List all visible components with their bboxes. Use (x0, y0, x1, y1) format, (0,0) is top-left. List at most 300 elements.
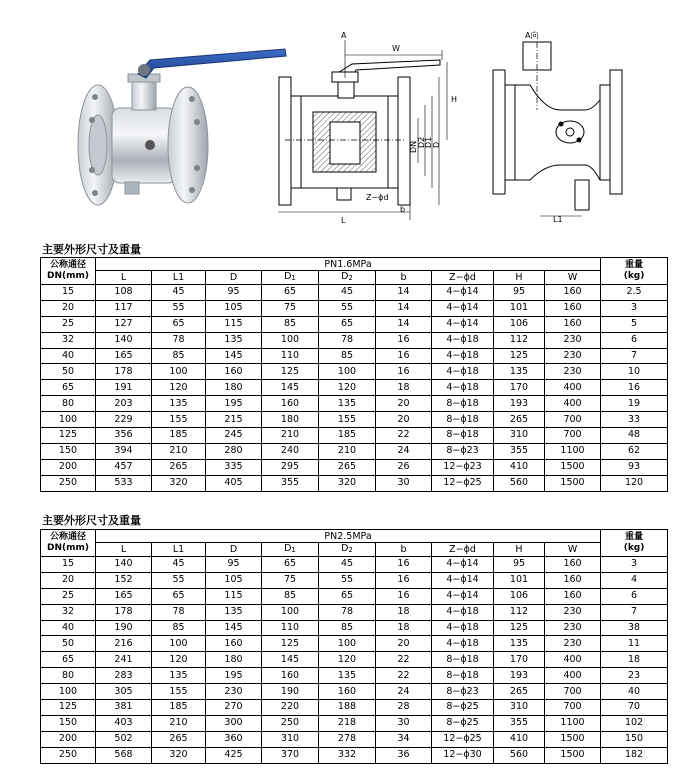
table-cell: 332 (319, 747, 376, 763)
table-cell: 216 (96, 636, 152, 652)
table-cell: 48 (601, 428, 668, 444)
table1-title: 主要外形尺寸及重量 (42, 243, 141, 256)
table-cell: 135 (319, 396, 376, 412)
table-cell: 12−ϕ30 (432, 747, 494, 763)
table-cell: 160 (206, 364, 262, 380)
table-cell: 110 (262, 348, 319, 364)
dn-header: 公称通径 DN(mm) (41, 258, 96, 285)
table-cell: 160 (545, 285, 601, 301)
label-b: b (400, 205, 406, 214)
table-cell: 160 (545, 557, 601, 573)
table-cell: 120 (319, 652, 376, 668)
table-row (41, 652, 668, 668)
table-cell: 250 (262, 715, 319, 731)
table-cell: 155 (319, 412, 376, 428)
column-header: L (96, 543, 152, 557)
table-cell: 5 (601, 316, 668, 332)
column-header: W (545, 271, 601, 285)
table-cell: 185 (152, 700, 206, 716)
table-cell: 95 (494, 557, 545, 573)
table-cell: 180 (206, 380, 262, 396)
table-cell: 32 (41, 332, 96, 348)
table-cell: 533 (96, 475, 152, 491)
table-cell: 155 (152, 412, 206, 428)
table-cell: 241 (96, 652, 152, 668)
table-cell: 355 (494, 715, 545, 731)
table-cell: 188 (319, 700, 376, 716)
column-header: b (376, 271, 432, 285)
table-cell: 283 (96, 668, 152, 684)
table-cell: 125 (262, 636, 319, 652)
table-cell: 40 (41, 348, 96, 364)
table-cell: 12−ϕ23 (432, 459, 494, 475)
table-cell: 25 (41, 316, 96, 332)
table-row (41, 557, 668, 573)
table-cell: 265 (494, 684, 545, 700)
label-l1: L1 (553, 215, 563, 224)
table-cell: 270 (206, 700, 262, 716)
table-row (41, 316, 668, 332)
table-cell: 101 (494, 300, 545, 316)
table-cell: 1500 (545, 731, 601, 747)
table-row (41, 300, 668, 316)
table-cell: 160 (545, 572, 601, 588)
table-cell: 230 (545, 364, 601, 380)
table-cell: 78 (319, 604, 376, 620)
table-cell: 300 (206, 715, 262, 731)
section-drawing (278, 40, 447, 220)
table-cell: 160 (545, 316, 601, 332)
valve-photo (78, 49, 286, 205)
table-cell: 165 (96, 588, 152, 604)
table-cell: 278 (319, 731, 376, 747)
table-cell: 150 (41, 443, 96, 459)
table-cell: 80 (41, 396, 96, 412)
table-cell: 220 (262, 700, 319, 716)
table-cell: 8−ϕ25 (432, 700, 494, 716)
table-cell: 355 (494, 443, 545, 459)
table-cell: 100 (41, 412, 96, 428)
table-cell: 1100 (545, 443, 601, 459)
table-cell: 152 (96, 572, 152, 588)
table-cell: 145 (262, 380, 319, 396)
spec-table-pn25 (40, 529, 668, 764)
label-d: D (432, 141, 441, 148)
table-cell: 25 (41, 588, 96, 604)
table-cell: 7 (601, 348, 668, 364)
column-header: b (376, 543, 432, 557)
table-cell: 265 (152, 459, 206, 475)
table-cell: 6 (601, 332, 668, 348)
table-cell: 16 (376, 348, 432, 364)
table-cell: 100 (262, 604, 319, 620)
table-row (41, 604, 668, 620)
table-row (41, 668, 668, 684)
table-cell: 11 (601, 636, 668, 652)
table-cell: 135 (206, 332, 262, 348)
table-cell: 16 (601, 380, 668, 396)
table-cell: 185 (152, 428, 206, 444)
table-cell: 203 (96, 396, 152, 412)
table-cell: 24 (376, 443, 432, 459)
table-cell: 12−ϕ25 (432, 731, 494, 747)
table-cell: 310 (262, 731, 319, 747)
table-cell: 78 (152, 332, 206, 348)
table-cell: 18 (601, 652, 668, 668)
table-cell: 100 (319, 364, 376, 380)
table-cell: 65 (152, 316, 206, 332)
table-cell: 1500 (545, 475, 601, 491)
table-cell: 8−ϕ23 (432, 443, 494, 459)
table-cell: 140 (96, 557, 152, 573)
table-cell: 18 (376, 604, 432, 620)
table-cell: 106 (494, 588, 545, 604)
table-cell: 22 (376, 652, 432, 668)
weight-header: 重量 (kg) (601, 530, 668, 557)
table-cell: 140 (96, 332, 152, 348)
table-cell: 117 (96, 300, 152, 316)
table-cell: 4−ϕ14 (432, 557, 494, 573)
table-cell: 245 (206, 428, 262, 444)
table-cell: 568 (96, 747, 152, 763)
table-cell: 190 (96, 620, 152, 636)
table-cell: 135 (494, 636, 545, 652)
label-h: H (451, 95, 458, 104)
table-cell: 215 (206, 412, 262, 428)
label-l: L (341, 216, 346, 225)
column-header: L1 (152, 271, 206, 285)
table-cell: 700 (545, 684, 601, 700)
table-cell: 410 (494, 459, 545, 475)
table-cell: 135 (206, 604, 262, 620)
table-cell: 8−ϕ18 (432, 652, 494, 668)
table-cell: 405 (206, 475, 262, 491)
table-cell: 700 (545, 412, 601, 428)
table-cell: 160 (206, 636, 262, 652)
pressure-header: PN1.6MPa (96, 258, 601, 271)
table-cell: 70 (601, 700, 668, 716)
table-cell: 170 (494, 380, 545, 396)
table-cell: 1100 (545, 715, 601, 731)
table-cell: 120 (601, 475, 668, 491)
table-cell: 115 (206, 316, 262, 332)
table-cell: 78 (319, 332, 376, 348)
table-cell: 560 (494, 475, 545, 491)
table-cell: 160 (545, 300, 601, 316)
table-cell: 30 (376, 715, 432, 731)
table-row (41, 475, 668, 491)
table-row (41, 348, 668, 364)
label-a: A (341, 31, 347, 40)
table-cell: 135 (319, 668, 376, 684)
table-cell: 15 (41, 557, 96, 573)
table-cell: 4−ϕ18 (432, 636, 494, 652)
table-row (41, 412, 668, 428)
table-cell: 65 (319, 588, 376, 604)
table-cell: 170 (494, 652, 545, 668)
table-cell: 14 (376, 300, 432, 316)
table-cell: 150 (41, 715, 96, 731)
table-row (41, 636, 668, 652)
table-cell: 410 (494, 731, 545, 747)
table-cell: 182 (601, 747, 668, 763)
column-header: $D_2$ (319, 271, 376, 285)
label-d1: D1 (424, 136, 433, 148)
table-cell: 75 (262, 572, 319, 588)
table-cell: 18 (376, 620, 432, 636)
table-cell: 19 (601, 396, 668, 412)
table-cell: 125 (262, 364, 319, 380)
table-cell: 135 (494, 364, 545, 380)
table-cell: 210 (152, 443, 206, 459)
table-cell: 80 (41, 668, 96, 684)
table-cell: 40 (41, 620, 96, 636)
table-cell: 115 (206, 588, 262, 604)
table-cell: 4−ϕ14 (432, 588, 494, 604)
table-cell: 65 (262, 285, 319, 301)
table-cell: 3 (601, 300, 668, 316)
table-cell: 120 (152, 652, 206, 668)
table-cell: 145 (206, 620, 262, 636)
table-cell: 150 (601, 731, 668, 747)
table-cell: 62 (601, 443, 668, 459)
column-header: Z−ϕd (432, 543, 494, 557)
table-cell: 65 (262, 557, 319, 573)
table-cell: 14 (376, 285, 432, 301)
table-cell: 3 (601, 557, 668, 573)
table-cell: 78 (152, 604, 206, 620)
column-header: H (494, 271, 545, 285)
table-cell: 320 (152, 475, 206, 491)
table-cell: 45 (152, 285, 206, 301)
table-cell: 105 (206, 572, 262, 588)
table-cell: 218 (319, 715, 376, 731)
table-cell: 55 (152, 572, 206, 588)
column-header: $D_1$ (262, 271, 319, 285)
table-cell: 65 (152, 588, 206, 604)
table-cell: 425 (206, 747, 262, 763)
table-cell: 230 (545, 636, 601, 652)
table-cell: 1500 (545, 747, 601, 763)
table-cell: 125 (494, 348, 545, 364)
table-cell: 15 (41, 285, 96, 301)
table-cell: 23 (601, 668, 668, 684)
table-cell: 20 (376, 412, 432, 428)
table-cell: 127 (96, 316, 152, 332)
table-cell: 4−ϕ14 (432, 300, 494, 316)
table-cell: 4 (601, 572, 668, 588)
table-cell: 100 (262, 332, 319, 348)
label-d2: D2 (417, 136, 426, 148)
table-row (41, 332, 668, 348)
table-cell: 160 (545, 588, 601, 604)
table-cell: 20 (376, 636, 432, 652)
table-cell: 320 (319, 475, 376, 491)
table-cell: 95 (494, 285, 545, 301)
table-cell: 108 (96, 285, 152, 301)
table-cell: 85 (152, 348, 206, 364)
table-cell: 55 (319, 300, 376, 316)
table-cell: 457 (96, 459, 152, 475)
table-cell: 105 (206, 300, 262, 316)
table-cell: 45 (319, 285, 376, 301)
table-cell: 50 (41, 636, 96, 652)
table-cell: 1500 (545, 459, 601, 475)
table-cell: 102 (601, 715, 668, 731)
table-cell: 210 (319, 443, 376, 459)
table-cell: 100 (319, 636, 376, 652)
table-cell: 310 (494, 428, 545, 444)
table-cell: 20 (41, 572, 96, 588)
table-row (41, 684, 668, 700)
table-cell: 145 (262, 652, 319, 668)
table-cell: 110 (262, 620, 319, 636)
label-a-view: A向 (525, 31, 539, 40)
table-cell: 22 (376, 668, 432, 684)
table-cell: 195 (206, 668, 262, 684)
table-cell: 250 (41, 475, 96, 491)
table-cell: 200 (41, 459, 96, 475)
table-row (41, 700, 668, 716)
table-cell: 95 (206, 557, 262, 573)
table-cell: 8−ϕ18 (432, 428, 494, 444)
table-cell: 193 (494, 668, 545, 684)
table-cell: 14 (376, 316, 432, 332)
column-header: L (96, 271, 152, 285)
label-w: W (392, 44, 400, 53)
dn-header: 公称通径 DN(mm) (41, 530, 96, 557)
column-header: $D_2$ (319, 543, 376, 557)
table-cell: 135 (152, 668, 206, 684)
table-cell: 10 (601, 364, 668, 380)
table-cell: 40 (601, 684, 668, 700)
table-cell: 38 (601, 620, 668, 636)
table-cell: 4−ϕ18 (432, 364, 494, 380)
table-cell: 2.5 (601, 285, 668, 301)
table-cell: 230 (545, 348, 601, 364)
table-row (41, 443, 668, 459)
table-cell: 160 (262, 396, 319, 412)
table-cell: 100 (41, 684, 96, 700)
table-cell: 250 (41, 747, 96, 763)
table-cell: 230 (545, 604, 601, 620)
table-cell: 8−ϕ18 (432, 396, 494, 412)
table-row (41, 380, 668, 396)
table-cell: 55 (152, 300, 206, 316)
table-cell: 16 (376, 332, 432, 348)
side-view-drawing (493, 42, 622, 216)
table-cell: 120 (319, 380, 376, 396)
table-cell: 106 (494, 316, 545, 332)
table-cell: 160 (319, 684, 376, 700)
weight-header: 重量 (kg) (601, 258, 668, 285)
table-cell: 230 (545, 332, 601, 348)
table-cell: 50 (41, 364, 96, 380)
table-cell: 370 (262, 747, 319, 763)
label-dn: DN (409, 140, 418, 153)
table-cell: 85 (319, 348, 376, 364)
table-cell: 20 (376, 396, 432, 412)
column-header: W (545, 543, 601, 557)
table-cell: 8−ϕ18 (432, 668, 494, 684)
table-cell: 700 (545, 428, 601, 444)
table-cell: 145 (206, 348, 262, 364)
table-cell: 85 (319, 620, 376, 636)
table-row (41, 747, 668, 763)
table-cell: 28 (376, 700, 432, 716)
table-cell: 230 (206, 684, 262, 700)
table-cell: 112 (494, 332, 545, 348)
table-cell: 55 (319, 572, 376, 588)
table-cell: 65 (41, 652, 96, 668)
table-cell: 95 (206, 285, 262, 301)
table-cell: 112 (494, 604, 545, 620)
table-cell: 356 (96, 428, 152, 444)
table-cell: 101 (494, 572, 545, 588)
table-cell: 193 (494, 396, 545, 412)
table-cell: 18 (376, 380, 432, 396)
table-cell: 32 (41, 604, 96, 620)
table-cell: 240 (262, 443, 319, 459)
table-row (41, 364, 668, 380)
table-cell: 8−ϕ23 (432, 684, 494, 700)
table-cell: 165 (96, 348, 152, 364)
table-cell: 4−ϕ18 (432, 332, 494, 348)
table-cell: 280 (206, 443, 262, 459)
table-cell: 120 (152, 380, 206, 396)
table-cell: 65 (319, 316, 376, 332)
table-cell: 7 (601, 604, 668, 620)
column-header: H (494, 543, 545, 557)
table-cell: 178 (96, 364, 152, 380)
table-row (41, 715, 668, 731)
table-cell: 185 (319, 428, 376, 444)
table-cell: 16 (376, 557, 432, 573)
table-cell: 320 (152, 747, 206, 763)
table-cell: 560 (494, 747, 545, 763)
table-cell: 36 (376, 747, 432, 763)
table-cell: 8−ϕ18 (432, 412, 494, 428)
table-cell: 75 (262, 300, 319, 316)
column-header: $D_1$ (262, 543, 319, 557)
table-cell: 502 (96, 731, 152, 747)
table-cell: 4−ϕ18 (432, 348, 494, 364)
table-cell: 400 (545, 380, 601, 396)
table-cell: 85 (262, 588, 319, 604)
table-cell: 400 (545, 652, 601, 668)
table-row (41, 588, 668, 604)
table-cell: 400 (545, 396, 601, 412)
table-cell: 265 (319, 459, 376, 475)
table-cell: 335 (206, 459, 262, 475)
table-cell: 4−ϕ14 (432, 316, 494, 332)
table-cell: 30 (376, 475, 432, 491)
table-cell: 16 (376, 364, 432, 380)
table-cell: 125 (494, 620, 545, 636)
column-header: D (206, 543, 262, 557)
table-cell: 195 (206, 396, 262, 412)
table-cell: 400 (545, 668, 601, 684)
table-row (41, 428, 668, 444)
table-cell: 85 (152, 620, 206, 636)
table-row (41, 285, 668, 301)
table-cell: 200 (41, 731, 96, 747)
table-cell: 355 (262, 475, 319, 491)
table-row (41, 459, 668, 475)
product-drawings (0, 0, 700, 236)
table-cell: 4−ϕ18 (432, 620, 494, 636)
table-cell: 310 (494, 700, 545, 716)
